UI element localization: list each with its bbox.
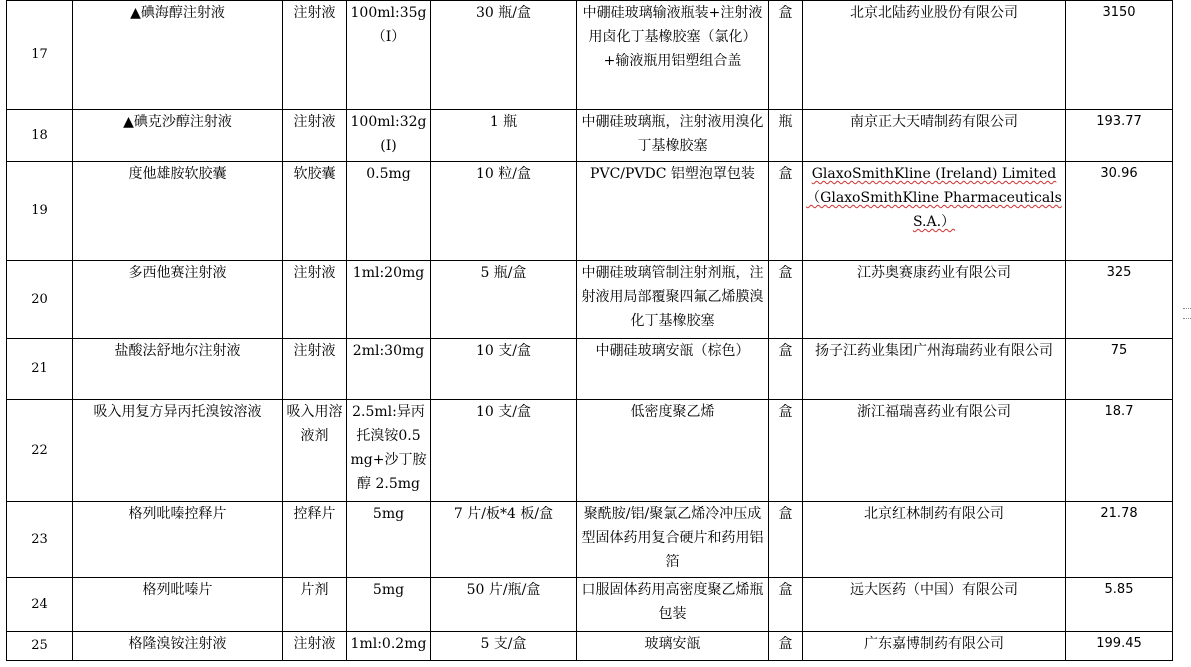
dosage-form-cell: 注射液 [283,110,347,162]
drug-table [6,0,1173,661]
specification-cell: 100ml:32g(Ⅰ) [347,110,431,162]
drug-name-cell: 多西他赛注射液 [73,261,283,339]
dosage-form-cell: 片剂 [283,578,347,632]
specification-cell: 0.5mg [347,162,431,261]
table-row [7,339,1173,400]
packaging-material-cell: 玻璃安瓿 [577,632,769,661]
drug-name-cell: 格列吡嗪控释片 [73,502,283,578]
price-cell: 193.77 [1066,110,1173,162]
package-spec-cell: 10 粒/盒 [431,162,577,261]
row-number-cell: 22 [7,400,73,502]
drug-name-cell: ▲碘海醇注射液 [73,1,283,110]
table-row [7,1,1173,110]
manufacturer-cell: 北京北陆药业股份有限公司 [803,1,1066,110]
price-cell: 18.7 [1066,400,1173,502]
row-number-cell: 17 [7,1,73,110]
row-number-cell: 25 [7,632,73,661]
drug-name-cell: 格隆溴铵注射液 [73,632,283,661]
price-cell: 21.78 [1066,502,1173,578]
table-row [7,400,1173,502]
specification-cell: 5mg [347,578,431,632]
price-cell: 199.45 [1066,632,1173,661]
table-row [7,110,1173,162]
manufacturer-cell: GlaxoSmithKline (Ireland) Limited（GlaxoSmithKline PharmaceuticalsS.A.） [803,162,1066,261]
manufacturer-cell: 远大医药（中国）有限公司 [803,578,1066,632]
row-number-cell: 24 [7,578,73,632]
specification-cell: 2ml:30mg [347,339,431,400]
dosage-form-cell: 软胶囊 [283,162,347,261]
unit-cell: 盒 [769,400,803,502]
row-number-cell: 23 [7,502,73,578]
price-cell: 75 [1066,339,1173,400]
table-row [7,502,1173,578]
packaging-material-cell: 中硼硅玻璃安瓿（棕色） [577,339,769,400]
price-cell: 5.85 [1066,578,1173,632]
package-spec-cell: 10 支/盒 [431,400,577,502]
drug-name-cell: 吸入用复方异丙托溴铵溶液 [73,400,283,502]
specification-cell: 100ml:35g（I） [347,1,431,110]
manufacturer-cell: 浙江福瑞喜药业有限公司 [803,400,1066,502]
unit-cell: 盒 [769,502,803,578]
unit-cell: 盒 [769,1,803,110]
unit-cell: 盒 [769,578,803,632]
dosage-form-cell: 注射液 [283,261,347,339]
drug-name-cell: 格列吡嗪片 [73,578,283,632]
dosage-form-cell: 注射液 [283,1,347,110]
specification-cell: 2.5ml:异丙托溴铵0.5mg+沙丁胺醇 2.5mg [347,400,431,502]
specification-cell: 5mg [347,502,431,578]
row-number-cell: 20 [7,261,73,339]
packaging-material-cell: PVC/PVDC 铝塑泡罩包装 [577,162,769,261]
manufacturer-cell: 北京红林制药有限公司 [803,502,1066,578]
packaging-material-cell: 中硼硅玻璃输液瓶装+注射液用卤化丁基橡胶塞（氯化）+输液瓶用铝塑组合盖 [577,1,769,110]
price-cell: 325 [1066,261,1173,339]
specification-cell: 1ml:20mg [347,261,431,339]
price-cell: 30.96 [1066,162,1173,261]
table-row [7,578,1173,632]
packaging-material-cell: 口服固体药用高密度聚乙烯瓶包装 [577,578,769,632]
package-spec-cell: 10 支/盒 [431,339,577,400]
table-body [7,1,1173,661]
manufacturer-cell: 扬子江药业集团广州海瑞药业有限公司 [803,339,1066,400]
row-number-cell: 21 [7,339,73,400]
page-edge-mark [1183,308,1191,309]
packaging-material-cell: 低密度聚乙烯 [577,400,769,502]
page-edge-mark [1183,318,1191,319]
unit-cell: 盒 [769,162,803,261]
table-row [7,261,1173,339]
dosage-form-cell: 注射液 [283,632,347,661]
manufacturer-cell: 广东嘉博制药有限公司 [803,632,1066,661]
package-spec-cell: 5 瓶/盒 [431,261,577,339]
packaging-material-cell: 聚酰胺/铝/聚氯乙烯冷冲压成型固体药用复合硬片和药用铝箔 [577,502,769,578]
package-spec-cell: 30 瓶/盒 [431,1,577,110]
packaging-material-cell: 中硼硅玻璃管制注射剂瓶，注射液用局部覆聚四氟乙烯膜溴化丁基橡胶塞 [577,261,769,339]
table-row [7,162,1173,261]
drug-name-cell: 度他雄胺软胶囊 [73,162,283,261]
table-row [7,632,1173,661]
package-spec-cell: 7 片/板*4 板/盒 [431,502,577,578]
unit-cell: 盒 [769,632,803,661]
drug-name-cell: 盐酸法舒地尔注射液 [73,339,283,400]
manufacturer-cell: 江苏奥赛康药业有限公司 [803,261,1066,339]
package-spec-cell: 5 支/盒 [431,632,577,661]
specification-cell: 1ml:0.2mg [347,632,431,661]
price-cell: 3150 [1066,1,1173,110]
row-number-cell: 18 [7,110,73,162]
unit-cell: 盒 [769,339,803,400]
drug-name-cell: ▲碘克沙醇注射液 [73,110,283,162]
dosage-form-cell: 注射液 [283,339,347,400]
dosage-form-cell: 控释片 [283,502,347,578]
row-number-cell: 19 [7,162,73,261]
packaging-material-cell: 中硼硅玻璃瓶，注射液用溴化丁基橡胶塞 [577,110,769,162]
package-spec-cell: 1 瓶 [431,110,577,162]
unit-cell: 盒 [769,261,803,339]
dosage-form-cell: 吸入用溶液剂 [283,400,347,502]
manufacturer-cell: 南京正大天晴制药有限公司 [803,110,1066,162]
unit-cell: 瓶 [769,110,803,162]
package-spec-cell: 50 片/瓶/盒 [431,578,577,632]
